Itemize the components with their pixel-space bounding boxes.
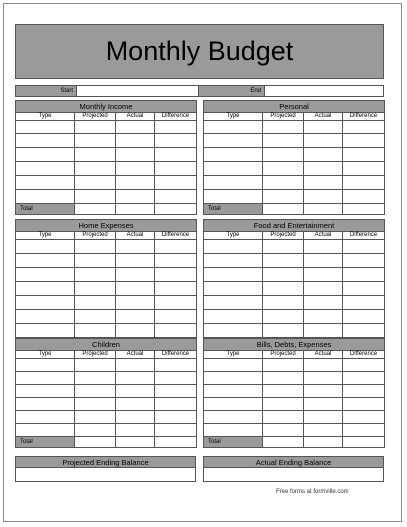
table-row[interactable] bbox=[204, 359, 385, 372]
date-row bbox=[15, 85, 384, 97]
end-field[interactable] bbox=[264, 86, 383, 96]
col-difference: Difference bbox=[343, 232, 385, 240]
table-row[interactable] bbox=[16, 310, 197, 324]
total-row[interactable] bbox=[204, 204, 385, 215]
section-children bbox=[15, 338, 196, 448]
col-actual: Actual bbox=[116, 351, 155, 359]
table-row[interactable] bbox=[204, 190, 385, 204]
col-type: Type bbox=[204, 113, 263, 121]
start-field[interactable] bbox=[76, 86, 198, 96]
section-monthly-income bbox=[15, 100, 196, 215]
table-row[interactable] bbox=[16, 254, 197, 268]
col-type: Type bbox=[16, 351, 75, 359]
table-row[interactable] bbox=[16, 176, 197, 190]
col-type: Type bbox=[204, 232, 263, 240]
table-row[interactable] bbox=[204, 296, 385, 310]
col-difference: Difference bbox=[155, 351, 197, 359]
projected-balance-field[interactable] bbox=[16, 468, 196, 482]
actual-balance-box bbox=[203, 456, 384, 482]
table-row[interactable] bbox=[16, 148, 197, 162]
table-row[interactable] bbox=[16, 296, 197, 310]
table-row[interactable] bbox=[204, 240, 385, 254]
table-row[interactable] bbox=[204, 310, 385, 324]
section-title: Children bbox=[16, 339, 197, 351]
col-actual: Actual bbox=[116, 232, 155, 240]
section-personal bbox=[203, 100, 384, 215]
table-row[interactable] bbox=[16, 121, 197, 134]
section-title: Personal bbox=[204, 101, 385, 113]
table-row[interactable] bbox=[204, 424, 385, 437]
total-label: Total bbox=[204, 204, 263, 215]
actual-balance-label: Actual Ending Balance bbox=[204, 457, 384, 468]
table-row[interactable] bbox=[204, 254, 385, 268]
projected-balance-label: Projected Ending Balance bbox=[16, 457, 196, 468]
table-row[interactable] bbox=[16, 162, 197, 176]
section-title: Food and Entertainment bbox=[204, 220, 385, 232]
table-row[interactable] bbox=[16, 359, 197, 372]
total-row[interactable] bbox=[16, 204, 197, 215]
section-bills-debts-expenses bbox=[203, 338, 384, 448]
table-row[interactable] bbox=[204, 162, 385, 176]
section-food-entertainment bbox=[203, 219, 384, 349]
col-difference: Difference bbox=[155, 113, 197, 121]
col-projected: Projected bbox=[75, 113, 116, 121]
col-type: Type bbox=[16, 232, 75, 240]
col-type: Type bbox=[16, 113, 75, 121]
table-row[interactable] bbox=[204, 148, 385, 162]
table-row[interactable] bbox=[16, 372, 197, 385]
col-actual: Actual bbox=[304, 351, 343, 359]
col-projected: Projected bbox=[263, 232, 304, 240]
table-row[interactable] bbox=[204, 176, 385, 190]
table-row[interactable] bbox=[16, 411, 197, 424]
table-row[interactable] bbox=[204, 411, 385, 424]
end-label: End bbox=[198, 86, 264, 96]
table-row[interactable] bbox=[204, 282, 385, 296]
col-type: Type bbox=[204, 351, 263, 359]
table-row[interactable] bbox=[204, 268, 385, 282]
start-label: Start bbox=[16, 86, 76, 96]
total-label: Total bbox=[16, 437, 75, 448]
section-title: Home Expenses bbox=[16, 220, 197, 232]
title-bar bbox=[15, 24, 384, 79]
col-projected: Projected bbox=[263, 351, 304, 359]
col-difference: Difference bbox=[343, 113, 385, 121]
table-row[interactable] bbox=[16, 385, 197, 398]
table-row[interactable] bbox=[16, 268, 197, 282]
col-actual: Actual bbox=[304, 232, 343, 240]
table-row[interactable] bbox=[204, 372, 385, 385]
table-row[interactable] bbox=[16, 240, 197, 254]
total-label: Total bbox=[204, 437, 263, 448]
col-actual: Actual bbox=[116, 113, 155, 121]
projected-balance-box bbox=[15, 456, 196, 482]
col-projected: Projected bbox=[263, 113, 304, 121]
col-difference: Difference bbox=[155, 232, 197, 240]
table-row[interactable] bbox=[204, 134, 385, 148]
footer-credit: Free forms at formville.com bbox=[276, 489, 349, 495]
actual-balance-field[interactable] bbox=[204, 468, 384, 482]
table-row[interactable] bbox=[16, 424, 197, 437]
section-title: Bills, Debts, Expenses bbox=[204, 339, 385, 351]
table-row[interactable] bbox=[204, 121, 385, 134]
table-row[interactable] bbox=[204, 324, 385, 338]
col-actual: Actual bbox=[304, 113, 343, 121]
table-row[interactable] bbox=[16, 190, 197, 204]
table-row[interactable] bbox=[16, 398, 197, 411]
col-difference: Difference bbox=[343, 351, 385, 359]
total-label: Total bbox=[16, 204, 75, 215]
section-title: Monthly Income bbox=[16, 101, 197, 113]
total-row[interactable] bbox=[16, 437, 197, 448]
table-row[interactable] bbox=[16, 282, 197, 296]
col-projected: Projected bbox=[75, 351, 116, 359]
table-row[interactable] bbox=[204, 385, 385, 398]
section-home-expenses bbox=[15, 219, 196, 349]
table-row[interactable] bbox=[16, 324, 197, 338]
table-row[interactable] bbox=[16, 134, 197, 148]
table-row[interactable] bbox=[204, 398, 385, 411]
col-projected: Projected bbox=[75, 232, 116, 240]
total-row[interactable] bbox=[204, 437, 385, 448]
page-title: Monthly Budget bbox=[105, 36, 294, 66]
